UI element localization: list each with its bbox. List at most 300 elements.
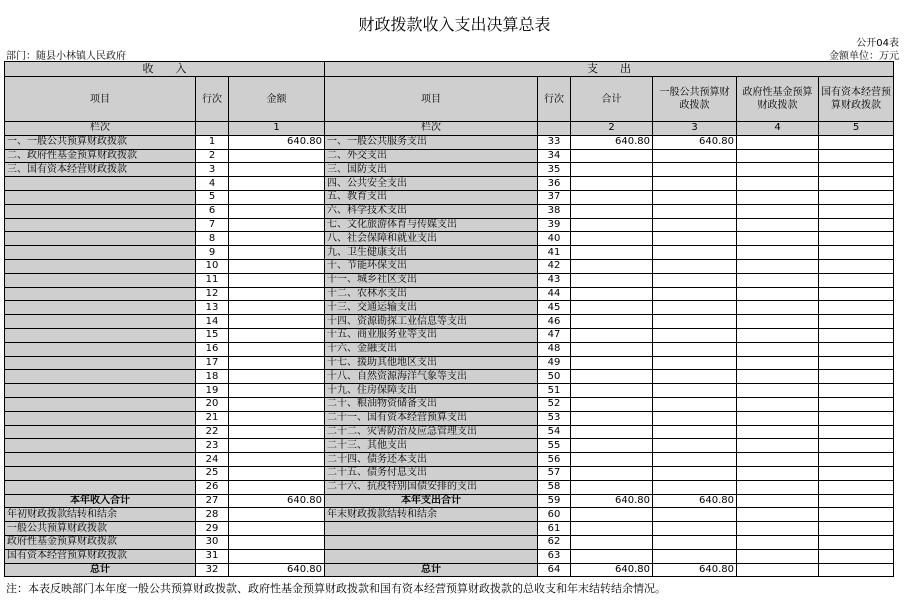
income-amount xyxy=(229,301,325,315)
income-item xyxy=(5,328,196,342)
row-number: 6 xyxy=(196,204,229,218)
income-item xyxy=(5,397,196,411)
row-number: 14 xyxy=(196,315,229,329)
income-item xyxy=(5,356,196,370)
income-amount xyxy=(229,411,325,425)
expense-general-budget xyxy=(653,466,737,480)
income-item xyxy=(5,315,196,329)
expense-general-budget xyxy=(653,218,737,232)
expense-state-capital xyxy=(819,439,894,453)
income-amount xyxy=(229,453,325,467)
expense-total xyxy=(571,149,653,163)
income-item xyxy=(5,439,196,453)
expense-item: 二十二、灾害防治及应急管理支出 xyxy=(325,425,538,439)
expense-state-capital xyxy=(819,204,894,218)
table-row xyxy=(5,259,894,273)
year-expense-total-label: 本年支出合计 xyxy=(325,494,538,508)
expense-state-capital xyxy=(819,232,894,246)
expense-gov-fund xyxy=(737,218,819,232)
carry-sub-state-row xyxy=(5,549,894,563)
expense-total xyxy=(571,384,653,398)
department-label: 部门：随县小林镇人民政府 xyxy=(6,51,126,62)
table-row xyxy=(5,397,894,411)
income-item: 二、政府性基金预算财政拨款 xyxy=(5,149,196,163)
income-amount xyxy=(229,218,325,232)
expense-item: 十九、住房保障支出 xyxy=(325,384,538,398)
col-label: 栏次 xyxy=(325,122,538,136)
empty-cell xyxy=(325,522,538,536)
income-amount xyxy=(229,149,325,163)
income-amount: 640.80 xyxy=(229,135,325,149)
expense-total: 640.80 xyxy=(571,135,653,149)
expense-general-budget xyxy=(653,177,737,191)
expense-gov-fund xyxy=(737,259,819,273)
expense-general-budget xyxy=(653,315,737,329)
row-number: 2 xyxy=(196,149,229,163)
row-number: 22 xyxy=(196,425,229,439)
row-number: 41 xyxy=(538,246,571,260)
row-number: 46 xyxy=(538,315,571,329)
expense-general-budget xyxy=(653,439,737,453)
row-number: 10 xyxy=(196,259,229,273)
row-number: 35 xyxy=(538,163,571,177)
row-number: 13 xyxy=(196,301,229,315)
row-number: 61 xyxy=(538,522,571,536)
expense-gov-fund xyxy=(737,453,819,467)
row-number: 53 xyxy=(538,411,571,425)
expense-state-capital xyxy=(819,287,894,301)
expense-total xyxy=(571,411,653,425)
grand-expense-label: 总计 xyxy=(325,563,538,577)
col-index-4: 4 xyxy=(737,122,819,136)
expense-item: 十三、交通运输支出 xyxy=(325,301,538,315)
page-title: 财政拨款收入支出决算总表 xyxy=(358,15,551,34)
expense-item: 三、国防支出 xyxy=(325,163,538,177)
sub-fund-label: 政府性基金预算财政拨款 xyxy=(5,535,196,549)
income-amount-header: 金额 xyxy=(229,77,325,122)
empty-cell xyxy=(325,535,538,549)
income-item xyxy=(5,232,196,246)
row-number: 23 xyxy=(196,439,229,453)
row-number: 51 xyxy=(538,384,571,398)
row-number: 59 xyxy=(538,494,571,508)
row-number: 8 xyxy=(196,232,229,246)
col-index-5: 5 xyxy=(819,122,894,136)
empty-cell xyxy=(571,522,653,536)
expense-state-capital xyxy=(819,163,894,177)
expense-general-budget xyxy=(653,149,737,163)
expense-general-budget xyxy=(653,163,737,177)
expense-total xyxy=(571,480,653,494)
income-amount xyxy=(229,384,325,398)
expense-gov-fund xyxy=(737,273,819,287)
table-row xyxy=(5,466,894,480)
income-item: 三、国有资本经营财政拨款 xyxy=(5,163,196,177)
row-number: 12 xyxy=(196,287,229,301)
empty-cell xyxy=(737,522,819,536)
expense-total xyxy=(571,246,653,260)
row-number: 1 xyxy=(196,135,229,149)
row-number: 63 xyxy=(538,549,571,563)
row-number: 50 xyxy=(538,370,571,384)
row-number: 42 xyxy=(538,259,571,273)
income-item xyxy=(5,453,196,467)
table-row xyxy=(5,287,894,301)
expense-general-budget xyxy=(653,411,737,425)
expense-gov-fund xyxy=(737,301,819,315)
income-amount xyxy=(229,232,325,246)
footnote: 注：本表反映部门本年度一般公共预算财政拨款、政府性基金预算财政拨款和国有资本经营预算财政拨款的总收支和年末结转结余情况。 xyxy=(6,582,666,595)
expense-state-capital xyxy=(819,218,894,232)
empty-cell xyxy=(737,494,819,508)
expense-item: 一、一般公共服务支出 xyxy=(325,135,538,149)
expense-gov-fund xyxy=(737,356,819,370)
expense-total xyxy=(571,204,653,218)
income-item: 一、一般公共预算财政拨款 xyxy=(5,135,196,149)
unit-label: 金额单位：万元 xyxy=(829,51,899,62)
empty-cell xyxy=(325,549,538,563)
expense-general-budget: 640.80 xyxy=(653,135,737,149)
income-amount xyxy=(229,204,325,218)
expense-general-budget xyxy=(653,246,737,260)
expense-general-budget xyxy=(653,204,737,218)
income-amount xyxy=(229,315,325,329)
expense-item: 四、公共安全支出 xyxy=(325,177,538,191)
table-row xyxy=(5,135,894,149)
income-amount xyxy=(229,328,325,342)
empty-cell xyxy=(737,563,819,577)
income-item xyxy=(5,425,196,439)
expense-total xyxy=(571,370,653,384)
row-number: 45 xyxy=(538,301,571,315)
row-number: 54 xyxy=(538,425,571,439)
expense-gov-fund xyxy=(737,466,819,480)
expense-general-budget xyxy=(653,480,737,494)
year-income-total-amount: 640.80 xyxy=(229,494,325,508)
income-item xyxy=(5,384,196,398)
carry-sub-fund-row xyxy=(5,535,894,549)
expense-gov-fund xyxy=(737,163,819,177)
row-number: 40 xyxy=(538,232,571,246)
row-number: 52 xyxy=(538,397,571,411)
col-label-blank xyxy=(538,122,571,136)
row-number: 34 xyxy=(538,149,571,163)
empty-cell xyxy=(737,508,819,522)
income-amount xyxy=(229,342,325,356)
income-item-header: 项目 xyxy=(5,77,196,122)
income-item xyxy=(5,177,196,191)
expense-item: 十七、援助其他地区支出 xyxy=(325,356,538,370)
row-number: 5 xyxy=(196,190,229,204)
expense-gov-fund xyxy=(737,177,819,191)
empty-cell xyxy=(819,563,894,577)
expense-item: 二十四、债务还本支出 xyxy=(325,453,538,467)
expense-item: 八、社会保障和就业支出 xyxy=(325,232,538,246)
income-amount xyxy=(229,370,325,384)
expense-item: 十、节能环保支出 xyxy=(325,259,538,273)
expense-item: 二、外交支出 xyxy=(325,149,538,163)
expense-total xyxy=(571,397,653,411)
expense-gov-fund xyxy=(737,480,819,494)
expense-general-budget xyxy=(653,356,737,370)
expense-total xyxy=(571,163,653,177)
carry-out-label: 年末财政拨款结转和结余 xyxy=(325,508,538,522)
expense-total-header: 合计 xyxy=(571,77,653,122)
income-amount xyxy=(229,177,325,191)
expense-state-capital xyxy=(819,453,894,467)
expense-general-budget xyxy=(653,397,737,411)
income-amount xyxy=(229,273,325,287)
expense-gov-fund xyxy=(737,370,819,384)
expense-general-budget xyxy=(653,328,737,342)
column-index-row xyxy=(5,122,894,136)
table-row xyxy=(5,315,894,329)
expense-item: 二十一、国有资本经营预算支出 xyxy=(325,411,538,425)
table-row xyxy=(5,218,894,232)
table-row xyxy=(5,301,894,315)
empty-cell xyxy=(571,535,653,549)
row-number: 58 xyxy=(538,480,571,494)
row-number: 38 xyxy=(538,204,571,218)
income-row-no-header: 行次 xyxy=(196,77,229,122)
row-number: 39 xyxy=(538,218,571,232)
income-item xyxy=(5,480,196,494)
expense-total xyxy=(571,439,653,453)
empty-cell xyxy=(571,549,653,563)
empty-cell xyxy=(819,549,894,563)
expense-total xyxy=(571,328,653,342)
expense-total xyxy=(571,301,653,315)
empty-cell xyxy=(819,494,894,508)
row-number: 4 xyxy=(196,177,229,191)
row-number: 21 xyxy=(196,411,229,425)
empty-cell xyxy=(653,522,737,536)
expense-item: 十一、城乡社区支出 xyxy=(325,273,538,287)
carry-in-label: 年初财政拨款结转和结余 xyxy=(5,508,196,522)
expense-state-capital xyxy=(819,246,894,260)
income-item xyxy=(5,411,196,425)
expense-gov-fund xyxy=(737,135,819,149)
empty-cell xyxy=(737,549,819,563)
expense-total xyxy=(571,315,653,329)
row-number: 31 xyxy=(196,549,229,563)
expense-item: 六、科学技术支出 xyxy=(325,204,538,218)
expense-item: 十八、自然资源海洋气象等支出 xyxy=(325,370,538,384)
expense-total xyxy=(571,356,653,370)
table-row xyxy=(5,246,894,260)
column-header-row xyxy=(5,77,894,122)
expense-general-budget xyxy=(653,232,737,246)
expense-gov-fund xyxy=(737,384,819,398)
expense-state-capital xyxy=(819,190,894,204)
expense-item: 十二、农林水支出 xyxy=(325,287,538,301)
income-item xyxy=(5,466,196,480)
row-number: 7 xyxy=(196,218,229,232)
expense-gov-fund xyxy=(737,425,819,439)
row-number: 16 xyxy=(196,342,229,356)
expense-general-budget xyxy=(653,287,737,301)
expense-total xyxy=(571,218,653,232)
income-item xyxy=(5,204,196,218)
income-amount xyxy=(229,439,325,453)
expense-item: 十五、商业服务业等支出 xyxy=(325,328,538,342)
table-row xyxy=(5,384,894,398)
income-amount xyxy=(229,190,325,204)
expense-state-capital xyxy=(819,466,894,480)
year-expense-total-amount: 640.80 xyxy=(571,494,653,508)
gov-fund-header: 政府性基金预算财政拨款 xyxy=(737,77,819,122)
income-amount xyxy=(229,356,325,370)
col-label: 栏次 xyxy=(5,122,196,136)
row-number: 17 xyxy=(196,356,229,370)
empty-cell xyxy=(737,535,819,549)
expense-state-capital xyxy=(819,397,894,411)
row-number: 49 xyxy=(538,356,571,370)
col-index-1: 1 xyxy=(229,122,325,136)
grand-expense-total: 640.80 xyxy=(571,563,653,577)
row-number: 55 xyxy=(538,439,571,453)
table-row xyxy=(5,356,894,370)
table-row xyxy=(5,177,894,191)
row-number: 11 xyxy=(196,273,229,287)
expense-general-budget xyxy=(653,384,737,398)
income-item xyxy=(5,342,196,356)
budget-table xyxy=(4,61,894,577)
expense-state-capital xyxy=(819,177,894,191)
expense-general-budget xyxy=(653,425,737,439)
expense-general-budget xyxy=(653,190,737,204)
expense-general-budget xyxy=(653,301,737,315)
table-row xyxy=(5,439,894,453)
col-index-2: 2 xyxy=(571,122,653,136)
empty-cell xyxy=(229,535,325,549)
income-item xyxy=(5,301,196,315)
expense-total xyxy=(571,466,653,480)
expense-row-no-header: 行次 xyxy=(538,77,571,122)
carry-over-row xyxy=(5,508,894,522)
year-income-total-label: 本年收入合计 xyxy=(5,494,196,508)
col-index-3: 3 xyxy=(653,122,737,136)
income-amount xyxy=(229,287,325,301)
expense-total xyxy=(571,425,653,439)
expense-general-budget xyxy=(653,370,737,384)
income-item xyxy=(5,218,196,232)
expense-total xyxy=(571,453,653,467)
row-number: 33 xyxy=(538,135,571,149)
expense-state-capital xyxy=(819,273,894,287)
empty-cell xyxy=(819,535,894,549)
expense-gov-fund xyxy=(737,315,819,329)
row-number: 27 xyxy=(196,494,229,508)
income-item xyxy=(5,370,196,384)
expense-state-capital xyxy=(819,149,894,163)
income-item xyxy=(5,287,196,301)
income-section-header: 收 入 xyxy=(5,62,325,77)
expense-total xyxy=(571,177,653,191)
state-capital-header: 国有资本经营预算财政拨款 xyxy=(819,77,894,122)
expense-gov-fund xyxy=(737,190,819,204)
expense-item: 五、教育支出 xyxy=(325,190,538,204)
table-row xyxy=(5,232,894,246)
income-amount xyxy=(229,163,325,177)
income-amount xyxy=(229,259,325,273)
empty-cell xyxy=(229,522,325,536)
expense-state-capital xyxy=(819,411,894,425)
expense-total xyxy=(571,190,653,204)
row-number: 64 xyxy=(538,563,571,577)
expense-item: 十四、资源勘探工业信息等支出 xyxy=(325,315,538,329)
row-number: 29 xyxy=(196,522,229,536)
row-number: 25 xyxy=(196,466,229,480)
form-number: 公开04表 xyxy=(856,38,899,49)
expense-state-capital xyxy=(819,135,894,149)
expense-gov-fund xyxy=(737,246,819,260)
expense-total xyxy=(571,287,653,301)
row-number: 47 xyxy=(538,328,571,342)
expense-section-header: 支 出 xyxy=(325,62,894,77)
expense-state-capital xyxy=(819,425,894,439)
empty-cell xyxy=(653,549,737,563)
table-row xyxy=(5,480,894,494)
expense-state-capital xyxy=(819,356,894,370)
expense-state-capital xyxy=(819,480,894,494)
expense-general-budget xyxy=(653,342,737,356)
expense-state-capital xyxy=(819,384,894,398)
expense-gov-fund xyxy=(737,411,819,425)
expense-gov-fund xyxy=(737,397,819,411)
col-label-blank xyxy=(196,122,229,136)
expense-general-budget xyxy=(653,453,737,467)
expense-gov-fund xyxy=(737,149,819,163)
expense-gov-fund xyxy=(737,342,819,356)
expense-gov-fund xyxy=(737,287,819,301)
expense-item: 十六、金融支出 xyxy=(325,342,538,356)
row-number: 19 xyxy=(196,384,229,398)
row-number: 56 xyxy=(538,453,571,467)
income-amount xyxy=(229,425,325,439)
row-number: 26 xyxy=(196,480,229,494)
general-budget-header: 一般公共预算财政拨款 xyxy=(653,77,737,122)
empty-cell xyxy=(229,508,325,522)
empty-cell xyxy=(819,508,894,522)
expense-item: 二十五、债务付息支出 xyxy=(325,466,538,480)
table-row xyxy=(5,342,894,356)
expense-gov-fund xyxy=(737,439,819,453)
table-row xyxy=(5,425,894,439)
row-number: 62 xyxy=(538,535,571,549)
row-number: 9 xyxy=(196,246,229,260)
expense-item: 九、卫生健康支出 xyxy=(325,246,538,260)
year-expense-general-amount: 640.80 xyxy=(653,494,737,508)
row-number: 3 xyxy=(196,163,229,177)
table-row xyxy=(5,453,894,467)
sub-state-label: 国有资本经营预算财政拨款 xyxy=(5,549,196,563)
table-row xyxy=(5,204,894,218)
row-number: 32 xyxy=(196,563,229,577)
expense-item-header: 项目 xyxy=(325,77,538,122)
grand-expense-general: 640.80 xyxy=(653,563,737,577)
expense-total xyxy=(571,259,653,273)
expense-item: 二十三、其他支出 xyxy=(325,439,538,453)
income-item xyxy=(5,273,196,287)
expense-total xyxy=(571,232,653,246)
table-row xyxy=(5,328,894,342)
row-number: 18 xyxy=(196,370,229,384)
empty-cell xyxy=(229,549,325,563)
grand-income-amount: 640.80 xyxy=(229,563,325,577)
income-amount xyxy=(229,246,325,260)
income-amount xyxy=(229,466,325,480)
